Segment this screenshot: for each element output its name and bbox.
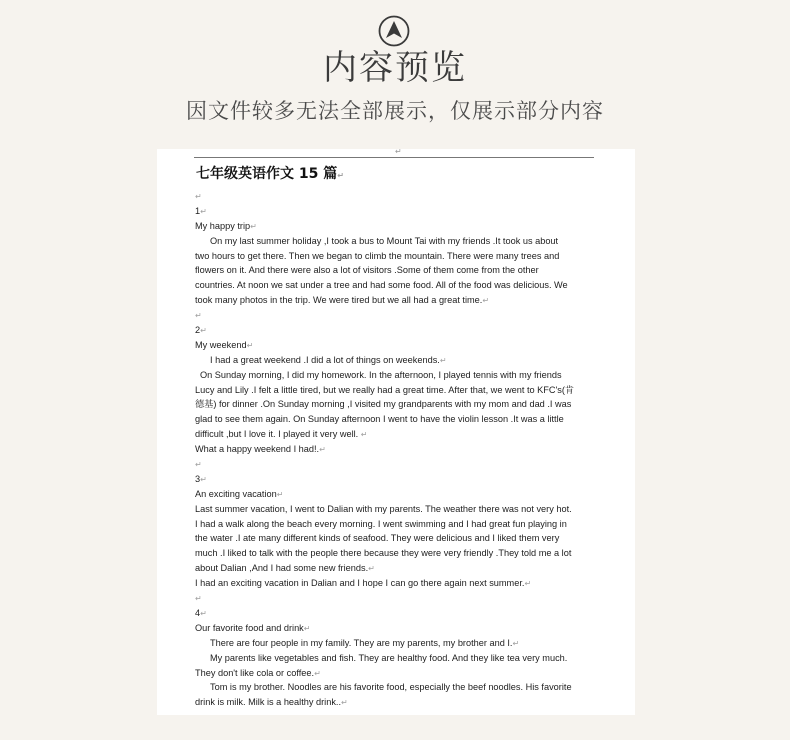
return-mark: ↵ (303, 623, 311, 633)
header-rule (194, 157, 594, 158)
line-text: the water .I ate many different kinds of seafood. They were delicious and I liked them very (195, 533, 560, 544)
document-line (195, 502, 593, 517)
line-text: I had a great weekend .I did a lot of things on weekends. (210, 354, 440, 365)
compass-arrow-icon (378, 15, 410, 47)
return-mark: ↵ (319, 445, 326, 455)
line-text: On my last summer holiday ,I took a bus to Mount Tai with my friends .It took us about (210, 235, 559, 246)
line-text: much .I liked to talk with the people there because they were very friendly .They told me a lot (195, 548, 572, 559)
document-line (195, 323, 593, 338)
line-text: On Sunday morning, I did my homework. In the afternoon, I played tennis with my friends (200, 369, 562, 380)
document-line (195, 263, 593, 278)
return-mark: ↵ (195, 192, 202, 201)
document-line (195, 204, 593, 219)
return-mark: ↵ (439, 355, 447, 365)
document-line (195, 666, 593, 681)
document-line (195, 561, 593, 576)
return-mark: ↵ (195, 460, 202, 470)
return-mark: ↵ (368, 564, 375, 574)
line-text: 2 (195, 325, 201, 336)
header-return-mark: ↵ (395, 149, 402, 156)
return-mark: ↵ (250, 221, 257, 231)
document-line (195, 308, 593, 323)
document-title: 七年级英语作文 15 篇↵ (196, 166, 344, 182)
line-text: took many photos in the trip. We were tired but we all had a great time. (195, 295, 483, 306)
return-mark: ↵ (195, 594, 202, 604)
line-text: They don't like cola or coffee. (195, 667, 315, 678)
return-mark: ↵ (200, 608, 207, 618)
document-body (195, 189, 593, 710)
return-mark: ↵ (195, 311, 202, 321)
line-text: Lucy and Lily .I felt a little tired, but we really had a great time. After that, we went to KFC's(肯 (195, 384, 575, 395)
line-text: glad to see them again. On Sunday afternoon I went to have the violin lesson .It was a little (195, 414, 564, 425)
line-text: 1 (195, 205, 201, 216)
return-mark: ↵ (482, 296, 490, 306)
line-text: I had an exciting vacation in Dalian and I hope I can go there again next summer. (195, 578, 525, 589)
document-line (195, 546, 593, 561)
line-text: about Dalian ,And I had some new friends. (195, 563, 369, 574)
line-text: flowers on it. And there were also a lot of visitors .Some of them come from the other (195, 265, 539, 276)
document-line (195, 353, 593, 368)
document-line (195, 368, 593, 383)
document-line (195, 487, 593, 502)
line-text: 德基) for dinner .On Sunday morning ,I visited my grandparents with my mom and dad .I was (195, 399, 572, 410)
document-line (195, 278, 593, 293)
document-line (195, 531, 593, 546)
page-title: 内容预览 (323, 48, 467, 88)
document-line (195, 695, 593, 710)
document-line (195, 621, 593, 636)
document-line (195, 397, 593, 412)
line-text: There are four people in my family. They are my parents, my brother and I. (210, 637, 513, 648)
return-mark: ↵ (360, 430, 368, 440)
document-line (195, 472, 593, 487)
line-text: 4 (195, 607, 201, 618)
return-mark: ↵ (341, 698, 348, 708)
line-text: My weekend (195, 339, 247, 350)
return-mark: ↵ (512, 638, 520, 648)
line-text: difficult ,but I love it. I played it very well. (195, 429, 361, 440)
line-text: Tom is my brother. Noodles are his favorite food, especially the beef noodles. His favorite (210, 682, 572, 693)
return-mark: ↵ (314, 668, 321, 678)
document-line (195, 591, 593, 606)
document-line (195, 651, 593, 666)
document-line (195, 457, 593, 472)
document-line (195, 383, 593, 398)
document-line (195, 442, 593, 457)
document-line (195, 636, 593, 651)
document-line (195, 517, 593, 532)
document-line (195, 189, 593, 204)
return-mark: ↵ (200, 326, 207, 336)
line-text: 3 (195, 473, 201, 484)
document-line (195, 606, 593, 621)
line-text: My parents like vegetables and fish. They are healthy food. And they like tea very much. (210, 652, 568, 663)
return-mark: ↵ (246, 340, 254, 350)
line-text: Our favorite food and drink (195, 622, 304, 633)
return-mark: ↵ (200, 206, 207, 216)
line-text: Last summer vacation, I went to Dalian with my parents. The weather there was not very hot. (195, 503, 572, 514)
return-mark: ↵ (276, 489, 284, 499)
document-line (195, 234, 593, 249)
document-line (195, 412, 593, 427)
document-line (195, 427, 593, 442)
document-line (195, 576, 593, 591)
document-line (195, 338, 593, 353)
return-mark: ↵ (524, 579, 532, 589)
document-preview (157, 149, 635, 715)
line-text: What a happy weekend I had!. (195, 444, 320, 455)
line-text: My happy trip (195, 220, 251, 231)
line-text: two hours to get there. Then we began to climb the mountain. There were many trees and (195, 250, 560, 261)
document-line (195, 680, 593, 695)
line-text: countries. At noon we sat under a tree and had some food. All of the food was delicious. We (195, 280, 568, 291)
document-line (195, 219, 593, 234)
line-text: An exciting vacation (195, 488, 277, 499)
line-text: drink is milk. Milk is a healthy drink.. (195, 697, 342, 708)
page-subtitle: 因文件较多无法全部展示，仅展示部分内容 (186, 99, 604, 123)
document-line (195, 249, 593, 264)
line-text: I had a walk along the beach every morning. I went swimming and I had great fun playing in (195, 518, 567, 529)
document-line (195, 293, 593, 308)
return-mark: ↵ (200, 474, 207, 484)
